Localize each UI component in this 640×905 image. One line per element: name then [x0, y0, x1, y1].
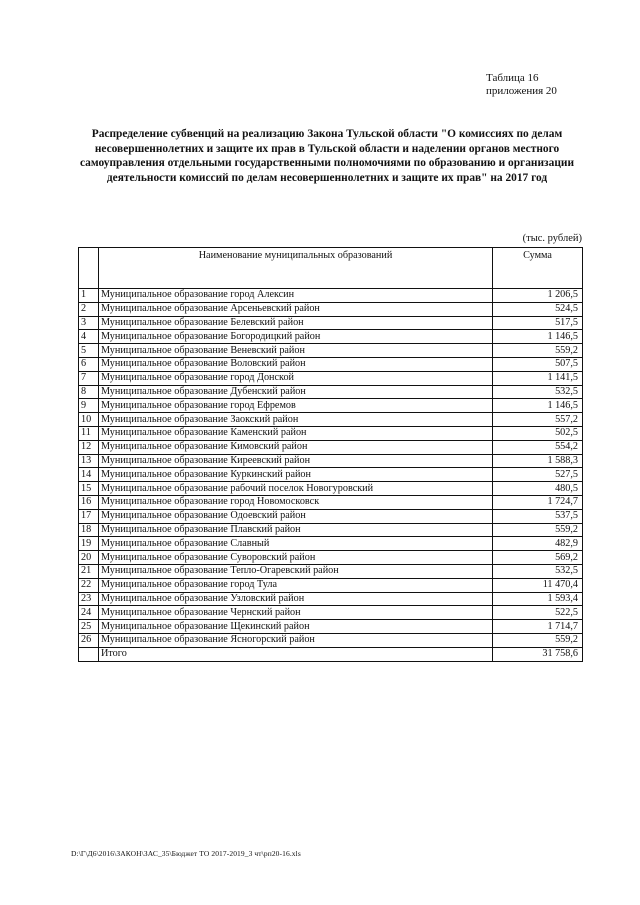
- table-header-row: [79, 248, 583, 289]
- row-name: Муниципальное образование Щекинский район: [99, 620, 493, 634]
- table-row: [79, 399, 583, 413]
- row-name: Муниципальное образование город Алексин: [99, 289, 493, 303]
- row-name: Муниципальное образование Суворовский район: [99, 551, 493, 565]
- row-sum: 532,5: [493, 564, 583, 578]
- row-sum: 31 758,6: [493, 647, 583, 661]
- row-name: Муниципальное образование Заокский район: [99, 413, 493, 427]
- row-sum: 532,5: [493, 385, 583, 399]
- row-name: Муниципальное образование Дубенский район: [99, 385, 493, 399]
- row-number: 12: [79, 440, 99, 454]
- row-number: 7: [79, 371, 99, 385]
- row-number: 11: [79, 426, 99, 440]
- row-name: Муниципальное образование Кимовский район: [99, 440, 493, 454]
- row-number: 1: [79, 289, 99, 303]
- table-row: [79, 454, 583, 468]
- table-row: [79, 302, 583, 316]
- row-name: Муниципальное образование Плавский район: [99, 523, 493, 537]
- row-sum: 569,2: [493, 551, 583, 565]
- row-number: 6: [79, 357, 99, 371]
- row-number: 16: [79, 495, 99, 509]
- row-sum: 1 588,3: [493, 454, 583, 468]
- table-row: [79, 592, 583, 606]
- row-name: Муниципальное образование Одоевский район: [99, 509, 493, 523]
- header-number: [79, 248, 99, 289]
- row-number: 2: [79, 302, 99, 316]
- table-row: [79, 523, 583, 537]
- file-path: D:\Г\Д6\2016\ЗАКОН\ЗАС_35\Бюджет ТО 2017-2019_3 чт\рп20-16.xls: [71, 849, 301, 858]
- table-row: [79, 606, 583, 620]
- table-row: [79, 633, 583, 647]
- row-sum: 559,2: [493, 344, 583, 358]
- row-name: Муниципальное образование Воловский район: [99, 357, 493, 371]
- unit-label: (тыс. рублей): [522, 233, 582, 244]
- row-name: Муниципальное образование Тепло-Огаревский район: [99, 564, 493, 578]
- row-sum: 1 141,5: [493, 371, 583, 385]
- table-row: [79, 495, 583, 509]
- row-number: [79, 647, 99, 661]
- table-row: [79, 578, 583, 592]
- row-name: Муниципальное образование Киреевский район: [99, 454, 493, 468]
- row-number: 25: [79, 620, 99, 634]
- table-row: [79, 357, 583, 371]
- table-reference: [486, 72, 596, 98]
- table-row: [79, 564, 583, 578]
- table-row: [79, 537, 583, 551]
- row-number: 15: [79, 482, 99, 496]
- subsidy-table: [78, 247, 583, 662]
- table-row: [79, 426, 583, 440]
- row-sum: 517,5: [493, 316, 583, 330]
- row-number: 26: [79, 633, 99, 647]
- table-row: [79, 316, 583, 330]
- row-sum: 502,5: [493, 426, 583, 440]
- document-title: Распределение субвенций на реализацию Закона Тульской области "О комиссиях по делам несовершеннолетних и защите их прав в Тульской области и наделении органов местного самоуправления отдельными государственными полномочиями по образованию и организации деятельности комиссий по делам несовершеннолетних и защите их прав" на 2017 год: [79, 128, 575, 184]
- table-row: [79, 371, 583, 385]
- row-name: Муниципальное образование Узловский район: [99, 592, 493, 606]
- row-sum: 524,5: [493, 302, 583, 316]
- header-name: Наименование муниципальных образований: [99, 248, 493, 289]
- row-number: 3: [79, 316, 99, 330]
- row-name: Муниципальное образование Арсеньевский район: [99, 302, 493, 316]
- row-sum: 1 206,5: [493, 289, 583, 303]
- row-sum: 11 470,4: [493, 578, 583, 592]
- row-number: 24: [79, 606, 99, 620]
- row-name: Муниципальное образование Богородицкий район: [99, 330, 493, 344]
- row-number: 13: [79, 454, 99, 468]
- table-row: [79, 344, 583, 358]
- row-number: 14: [79, 468, 99, 482]
- table-row: [79, 289, 583, 303]
- row-name: Муниципальное образование рабочий поселок Новогуровский: [99, 482, 493, 496]
- table-row: [79, 330, 583, 344]
- table-row: [79, 468, 583, 482]
- row-number: 17: [79, 509, 99, 523]
- table-row: [79, 551, 583, 565]
- row-sum: 522,5: [493, 606, 583, 620]
- row-number: 8: [79, 385, 99, 399]
- row-number: 10: [79, 413, 99, 427]
- row-sum: 507,5: [493, 357, 583, 371]
- row-number: 18: [79, 523, 99, 537]
- row-sum: 482,9: [493, 537, 583, 551]
- row-number: 19: [79, 537, 99, 551]
- row-name: Муниципальное образование город Тула: [99, 578, 493, 592]
- table-row: [79, 440, 583, 454]
- row-number: 4: [79, 330, 99, 344]
- row-sum: 1 724,7: [493, 495, 583, 509]
- table-row: [79, 413, 583, 427]
- table-row: [79, 620, 583, 634]
- header-sum: Сумма: [493, 248, 583, 289]
- row-sum: 1 593,4: [493, 592, 583, 606]
- row-sum: 527,5: [493, 468, 583, 482]
- row-number: 9: [79, 399, 99, 413]
- row-sum: 480,5: [493, 482, 583, 496]
- row-sum: 559,2: [493, 523, 583, 537]
- row-sum: 1 714,7: [493, 620, 583, 634]
- appendix-label: приложения 20: [486, 85, 557, 97]
- row-name: Муниципальное образование Славный: [99, 537, 493, 551]
- row-name: Муниципальное образование Каменский район: [99, 426, 493, 440]
- row-name: Муниципальное образование Ясногорский район: [99, 633, 493, 647]
- total-row: [79, 647, 583, 661]
- table-row: [79, 482, 583, 496]
- row-sum: 1 146,5: [493, 399, 583, 413]
- row-name: Муниципальное образование город Ефремов: [99, 399, 493, 413]
- table-label: Таблица 16: [486, 72, 539, 84]
- row-name: Муниципальное образование город Донской: [99, 371, 493, 385]
- row-sum: 557,2: [493, 413, 583, 427]
- row-name: Итого: [99, 647, 493, 661]
- row-sum: 559,2: [493, 633, 583, 647]
- row-name: Муниципальное образование Веневский район: [99, 344, 493, 358]
- row-name: Муниципальное образование город Новомосковск: [99, 495, 493, 509]
- table-row: [79, 385, 583, 399]
- row-name: Муниципальное образование Чернский район: [99, 606, 493, 620]
- row-number: 22: [79, 578, 99, 592]
- row-sum: 537,5: [493, 509, 583, 523]
- row-number: 20: [79, 551, 99, 565]
- row-name: Муниципальное образование Куркинский район: [99, 468, 493, 482]
- table-row: [79, 509, 583, 523]
- row-name: Муниципальное образование Белевский район: [99, 316, 493, 330]
- row-sum: 1 146,5: [493, 330, 583, 344]
- row-number: 5: [79, 344, 99, 358]
- row-number: 21: [79, 564, 99, 578]
- row-sum: 554,2: [493, 440, 583, 454]
- row-number: 23: [79, 592, 99, 606]
